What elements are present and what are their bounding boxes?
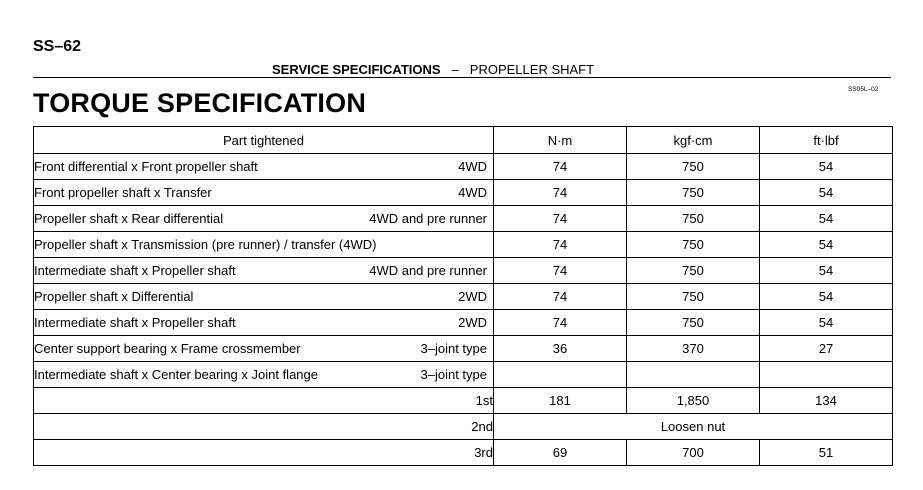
- page-title: TORQUE SPECIFICATION: [33, 88, 367, 118]
- ftlbf-value: 54: [760, 258, 893, 284]
- section-header: [272, 62, 594, 77]
- ftlbf-value: 134: [760, 388, 893, 414]
- kgfcm-value: 750: [627, 284, 760, 310]
- nm-value: 74: [494, 206, 627, 232]
- kgfcm-value: 700: [627, 440, 760, 466]
- nm-value: 74: [494, 258, 627, 284]
- doc-code: SS05L–02: [848, 86, 879, 93]
- nm-value: 74: [494, 284, 627, 310]
- part-condition: 4WD: [458, 159, 487, 174]
- kgfcm-value: 750: [627, 310, 760, 336]
- ftlbf-value: [760, 362, 893, 388]
- part-condition: 4WD: [458, 185, 487, 200]
- header-separator: –: [451, 62, 459, 77]
- part-condition: 2WD: [458, 289, 487, 304]
- stage-label: 2nd: [34, 414, 494, 440]
- part-name: Propeller shaft x Rear differential: [34, 211, 224, 226]
- stage-note: Loosen nut: [494, 414, 893, 440]
- stage-label: 3rd: [34, 440, 494, 466]
- part-name: Propeller shaft x Transmission (pre runner) / transfer (4WD): [34, 237, 377, 252]
- stage-row: [34, 414, 893, 440]
- table-row: [34, 336, 893, 362]
- nm-value: [494, 362, 627, 388]
- table-row: [34, 180, 893, 206]
- part-name: Front propeller shaft x Transfer: [34, 185, 212, 200]
- kgfcm-value: 750: [627, 154, 760, 180]
- table-row: [34, 206, 893, 232]
- kgfcm-value: [627, 362, 760, 388]
- part-condition: 3–joint type: [420, 367, 487, 382]
- section-name: SERVICE SPECIFICATIONS: [272, 62, 441, 77]
- table-row: [34, 310, 893, 336]
- part-cell: [34, 258, 494, 284]
- part-name: Intermediate shaft x Propeller shaft: [34, 263, 236, 278]
- kgfcm-value: 370: [627, 336, 760, 362]
- part-condition: 3–joint type: [420, 341, 487, 356]
- column-header-kgfcm: kgf·cm: [627, 127, 760, 154]
- ftlbf-value: 51: [760, 440, 893, 466]
- part-name: Intermediate shaft x Center bearing x Joint flange: [34, 367, 318, 382]
- ftlbf-value: 54: [760, 232, 893, 258]
- column-header-nm: N·m: [494, 127, 627, 154]
- nm-value: 181: [494, 388, 627, 414]
- ftlbf-value: 54: [760, 284, 893, 310]
- kgfcm-value: 750: [627, 180, 760, 206]
- part-cell: [34, 232, 494, 258]
- nm-value: 74: [494, 180, 627, 206]
- stage-row: [34, 440, 893, 466]
- page-code: SS–62: [33, 38, 82, 55]
- table-row: [34, 258, 893, 284]
- stage-label: 1st: [34, 388, 494, 414]
- subsection-name: PROPELLER SHAFT: [469, 62, 595, 77]
- table-row: [34, 154, 893, 180]
- part-cell: [34, 154, 494, 180]
- ftlbf-value: 54: [760, 180, 893, 206]
- nm-value: 74: [494, 232, 627, 258]
- nm-value: 69: [494, 440, 627, 466]
- table-row: [34, 232, 893, 258]
- part-cell: [34, 284, 494, 310]
- part-cell: [34, 206, 494, 232]
- ftlbf-value: 54: [760, 206, 893, 232]
- part-cell: [34, 180, 494, 206]
- kgfcm-value: 750: [627, 206, 760, 232]
- part-condition: 2WD: [458, 315, 487, 330]
- kgfcm-value: 750: [627, 232, 760, 258]
- torque-spec-table: [33, 126, 893, 466]
- nm-value: 36: [494, 336, 627, 362]
- table-header-row: [34, 127, 893, 154]
- nm-value: 74: [494, 310, 627, 336]
- part-condition: 4WD and pre runner: [369, 211, 487, 226]
- ftlbf-value: 54: [760, 310, 893, 336]
- part-cell: [34, 336, 494, 362]
- nm-value: 74: [494, 154, 627, 180]
- part-condition: 4WD and pre runner: [369, 263, 487, 278]
- kgfcm-value: 1,850: [627, 388, 760, 414]
- table-row: [34, 362, 893, 388]
- part-cell: [34, 362, 494, 388]
- stage-row: [34, 388, 893, 414]
- part-name: Intermediate shaft x Propeller shaft: [34, 315, 236, 330]
- part-name: Front differential x Front propeller shaft: [34, 159, 258, 174]
- column-header-ftlbf: ft·lbf: [760, 127, 893, 154]
- table-row: [34, 284, 893, 310]
- column-header-part: Part tightened: [34, 127, 494, 154]
- part-name: Center support bearing x Frame crossmember: [34, 341, 301, 356]
- part-name: Propeller shaft x Differential: [34, 289, 194, 304]
- part-cell: [34, 310, 494, 336]
- ftlbf-value: 27: [760, 336, 893, 362]
- ftlbf-value: 54: [760, 154, 893, 180]
- kgfcm-value: 750: [627, 258, 760, 284]
